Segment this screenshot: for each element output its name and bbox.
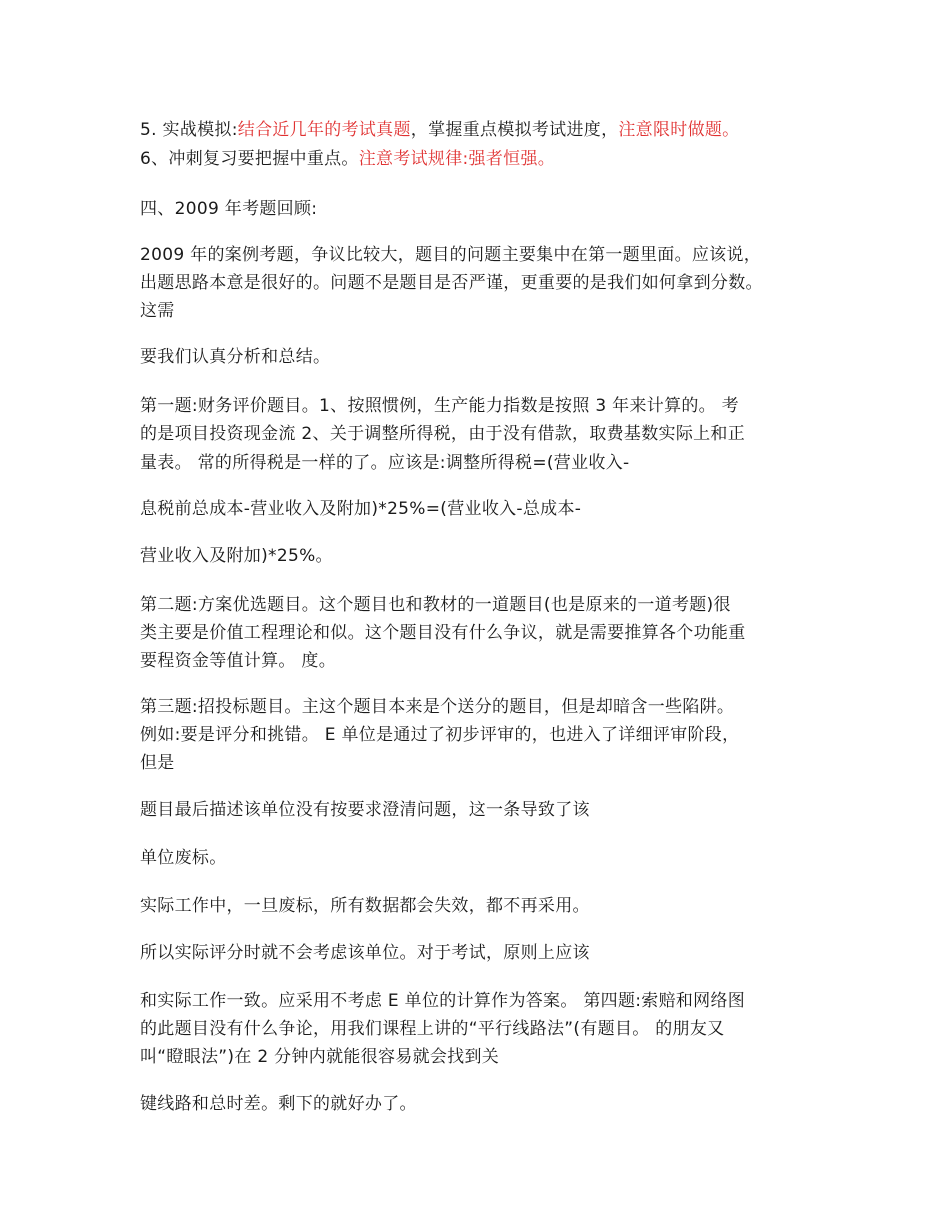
paragraph-line: 息税前总成本-营业收入及附加)*25%=(营业收入-总成本- xyxy=(140,499,582,519)
paragraph-line: 2009 年的案例考题，争议比较大，题目的问题主要集中在第一题里面。应该说， xyxy=(140,245,762,265)
paragraph-line: 的是项目投资现金流 2、关于调整所得税，由于没有借款，取费基数实际上和正 xyxy=(140,424,746,444)
paragraph-line: 键线路和总时差。剩下的就好办了。 xyxy=(140,1094,417,1114)
paragraph-line: 所以实际评分时就不会考虑该单位。对于考试，原则上应该 xyxy=(140,943,590,963)
paragraph-line: 和实际工作一致。应采用不考虑 E 单位的计算作为答案。 第四题:索赔和网络图 xyxy=(140,991,746,1011)
section-5-line xyxy=(140,117,739,143)
paragraph-line: 叫“瞪眼法”)在 2 分钟内就能很容易就会找到关 xyxy=(140,1047,500,1067)
paragraph-line: 营业收入及附加)*25%。 xyxy=(140,546,333,566)
section-5-prefix: 5. 实战模拟: xyxy=(140,120,238,140)
paragraph-line: 第一题:财务评价题目。1、按照惯例，生产能力指数是按照 3 年来计算的。 考 xyxy=(140,396,739,416)
paragraph-line: 出题思路本意是很好的。问题不是题目是否严谨，更重要的是我们如何拿到分数。 xyxy=(140,273,763,293)
paragraph-line: 例如:要是评分和挑错。 E 单位是通过了初步评审的，也进入了详细评审阶段， xyxy=(140,725,740,745)
paragraph-line: 第三题:招投标题目。主这个题目本来是个送分的题目，但是却暗含一些陷阱。 xyxy=(140,697,735,717)
section-4-heading: 四、2009 年考题回顾: xyxy=(140,199,318,219)
section-5-highlight-2: 注意限时做题。 xyxy=(618,120,740,140)
section-6-prefix: 6、冲刺复习要把握中重点。 xyxy=(140,149,359,169)
paragraph-line: 但是 xyxy=(140,753,175,773)
paragraph-line: 量表。 常的所得税是一样的了。应该是:调整所得税=(营业收入- xyxy=(140,453,630,473)
paragraph-line: 实际工作中，一旦废标，所有数据都会失效，都不再采用。 xyxy=(140,896,590,916)
paragraph-line: 的此题目没有什么争论，用我们课程上讲的“平行线路法”(有题目。 的朋友又 xyxy=(140,1019,725,1039)
paragraph-line: 要我们认真分析和总结。 xyxy=(140,347,331,367)
section-5-middle: ，掌握重点模拟考试进度， xyxy=(410,120,619,140)
section-6-highlight: 注意考试规律:强者恒强。 xyxy=(358,149,556,169)
paragraph-line: 第二题:方案优选题目。这个题目也和教材的一道题目(也是原来的一道考题)很 xyxy=(140,595,731,615)
paragraph-line: 类主要是价值工程理论和似。这个题目没有什么争议，就是需要推算各个功能重 xyxy=(140,623,746,643)
section-6-line xyxy=(140,146,555,172)
paragraph-line: 题目最后描述该单位没有按要求澄清问题，这一条导致了该 xyxy=(140,800,590,820)
paragraph-line: 这需 xyxy=(140,301,175,321)
paragraph-line: 单位废标。 xyxy=(140,848,227,868)
paragraph-line: 要程资金等值计算。 度。 xyxy=(140,651,337,671)
section-5-highlight-1: 结合近几年的考试真题 xyxy=(237,120,411,140)
